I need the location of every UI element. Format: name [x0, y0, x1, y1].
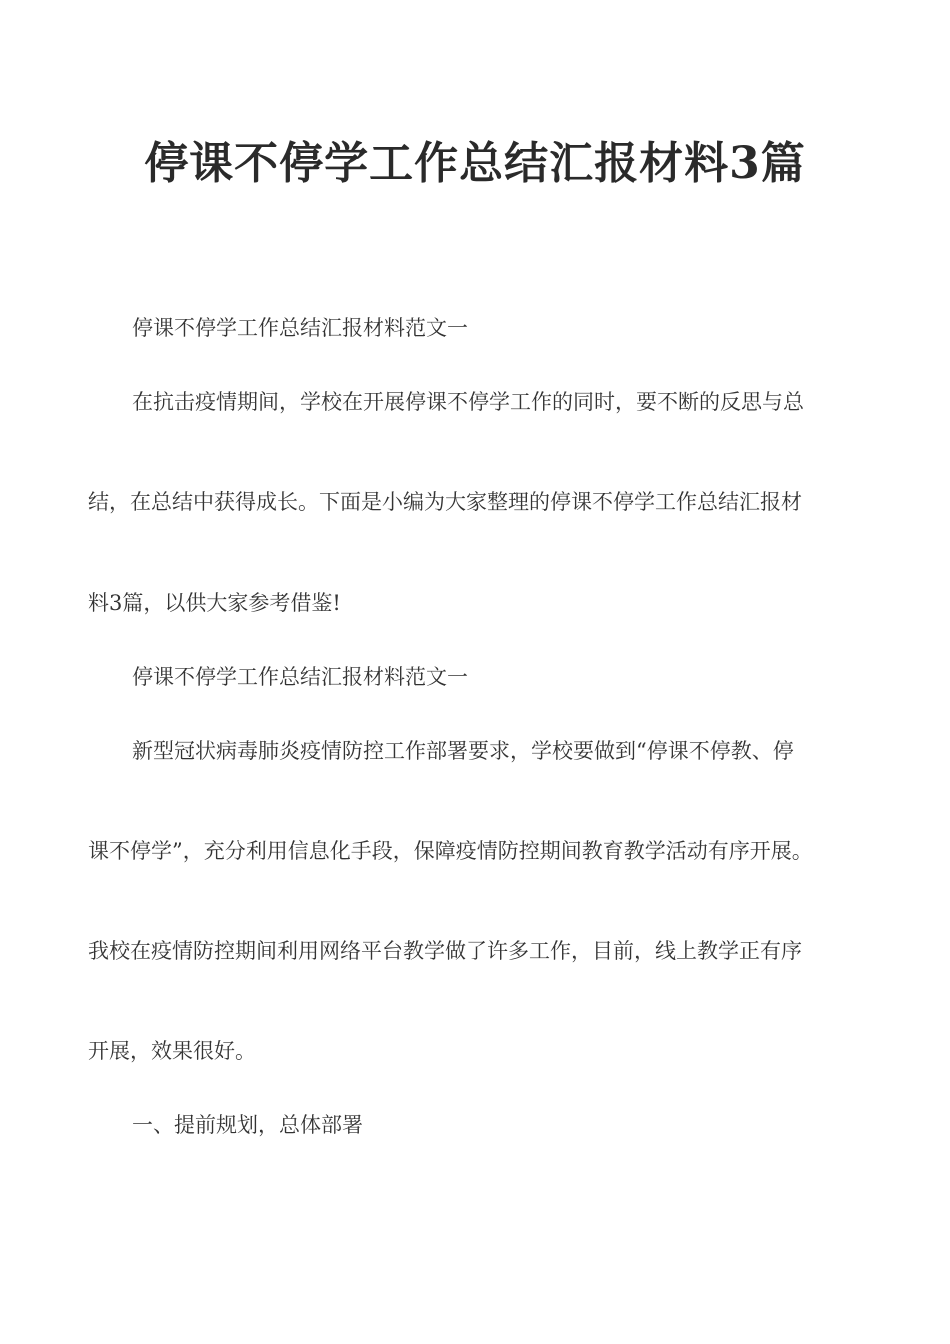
intro-line-2: 结，在总结中获得成长。下面是小编为大家整理的停课不停学工作总结汇报材 [88, 490, 802, 514]
section-heading-1: 停课不停学工作总结汇报材料范文一 [132, 316, 468, 340]
subsection-heading: 一、提前规划，总体部署 [132, 1113, 363, 1137]
section-heading-2: 停课不停学工作总结汇报材料范文一 [132, 665, 468, 689]
intro-line-1: 在抗击疫情期间，学校在开展停课不停学工作的同时，要不断的反思与总 [132, 390, 804, 414]
document-title: 停课不停学工作总结汇报材料3篇 [144, 138, 806, 189]
body-line-3: 我校在疫情防控期间利用网络平台教学做了许多工作，目前，线上教学正有序 [88, 939, 802, 963]
body-line-4: 开展，效果很好。 [88, 1039, 256, 1063]
intro-line-3: 料3篇，以供大家参考借鉴! [88, 591, 341, 615]
body-line-2: 课不停学”，充分利用信息化手段，保障疫情防控期间教育教学活动有序开展。 [88, 839, 813, 863]
body-line-1: 新型冠状病毒肺炎疫情防控工作部署要求，学校要做到“停课不停教、停 [132, 739, 794, 763]
